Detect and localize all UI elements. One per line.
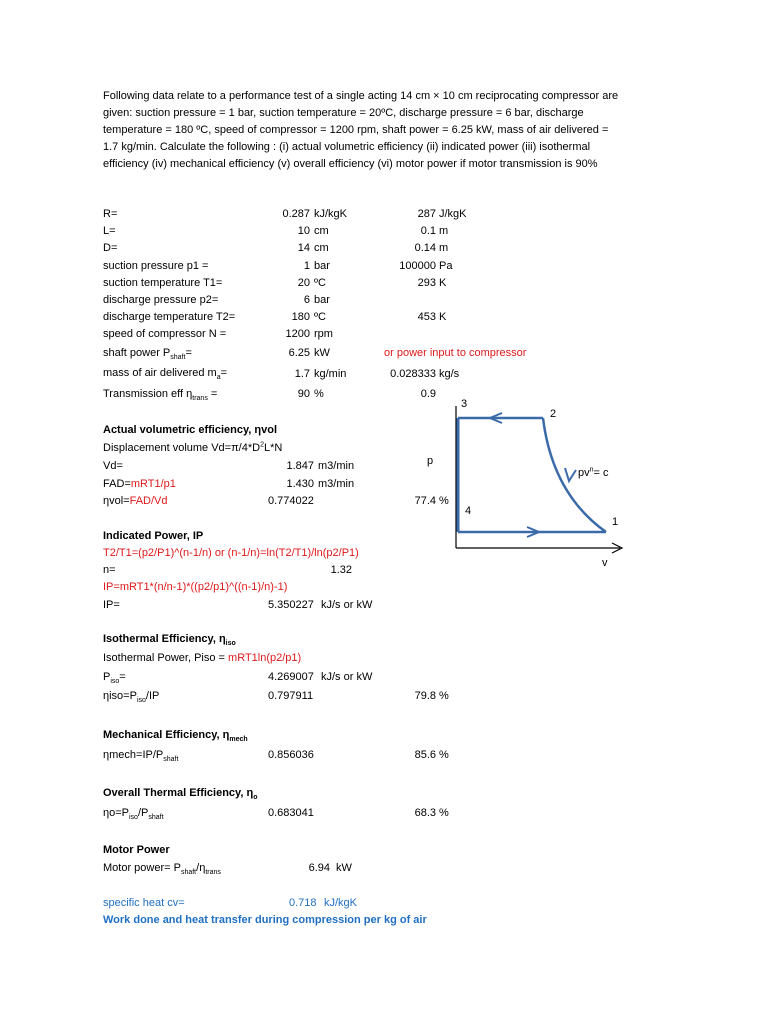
shaft-power-value: 6.25 xyxy=(288,347,310,359)
fad-unit: m3/min xyxy=(318,478,355,490)
mass-air-label: mass of air delivered $m_a=$ xyxy=(103,367,228,382)
row-label: R= xyxy=(103,208,118,220)
row-value2: 0.14 xyxy=(414,242,436,254)
section-heading: Motor Power xyxy=(103,844,170,856)
row-label: D= xyxy=(103,242,118,254)
work-heat-heading: Work done and heat transfer during compression per kg of air xyxy=(103,914,427,926)
v-axis-label: v xyxy=(602,557,608,569)
displacement-formula: Displacement volume $Vd=\pi/4*D^2L*N$ xyxy=(103,441,283,454)
section-heading: Indicated Power, IP xyxy=(103,530,204,542)
point-2-label: 2 xyxy=(550,408,557,420)
polytropic-curve-label: $pv^n= c$ xyxy=(578,466,609,479)
ip-value: 5.350227 xyxy=(268,599,314,611)
specific-heat-value: 0.718 xyxy=(289,897,317,909)
shaft-power-note: or power input to compressor xyxy=(384,347,527,359)
eta-vol-percent: 77.4 xyxy=(414,495,436,507)
eta-o-label: $\eta o=P_{iso}/P_{shaft}$ xyxy=(103,807,164,822)
eta-iso-label: $\eta iso=P_{iso}/IP$ xyxy=(103,690,160,705)
motor-power-unit: kW xyxy=(336,862,352,874)
p-axis-label: p xyxy=(427,455,434,467)
row-label: discharge temperature T2= xyxy=(103,311,236,323)
vd-value: 1.847 xyxy=(286,460,314,472)
row-label: discharge pressure p2= xyxy=(103,294,219,306)
motor-power-value: 6.94 xyxy=(308,862,330,874)
mass-air-value: 1.7 xyxy=(294,368,310,380)
specific-heat-unit: kJ/kgK xyxy=(324,897,358,909)
eta-o-percent: 68.3 xyxy=(414,807,436,819)
fad-value: 1.430 xyxy=(286,478,314,490)
transmission-value2: 0.9 xyxy=(420,388,436,400)
percent-sign: % xyxy=(439,690,449,702)
row-value2: 287 xyxy=(417,208,436,220)
point-1-label: 1 xyxy=(612,516,619,528)
section-heading: Mechanical Efficiency, $\eta_{mech}$ xyxy=(103,729,248,744)
row-unit: ºC xyxy=(314,277,326,289)
mass-air-unit: kg/min xyxy=(314,368,347,380)
p-iso-unit: kJ/s or kW xyxy=(321,671,373,683)
transmission-label: Transmission eff $\eta_{trans}$ = xyxy=(103,388,218,403)
section-heading: Actual volumetric efficiency, ηvol xyxy=(103,424,278,436)
shaft-power-label: shaft power $P_{shaft}=$ xyxy=(103,347,192,362)
row-unit2: K xyxy=(439,311,447,323)
point-4-label: 4 xyxy=(465,505,472,517)
eta-o-value: 0.683041 xyxy=(268,807,314,819)
row-value2: 0.1 xyxy=(420,225,436,237)
row-unit: ºC xyxy=(314,311,326,323)
row-label: speed of compressor N = xyxy=(103,328,227,340)
row-unit2: m xyxy=(439,242,449,254)
row-unit: cm xyxy=(314,242,329,254)
eta-iso-value: 0.797911 xyxy=(268,690,314,702)
transmission-value: 90 xyxy=(297,388,310,400)
row-unit: rpm xyxy=(314,328,333,340)
eta-mech-label: $\eta mech=IP/P_{shaft}$ xyxy=(103,749,179,764)
row-unit: cm xyxy=(314,225,329,237)
mass-air-value2: 0.028333 xyxy=(390,368,436,380)
eta-mech-value: 0.856036 xyxy=(268,749,314,761)
row-value2: 100000 xyxy=(399,260,436,272)
point-3-label: 3 xyxy=(461,398,468,410)
eta-vol-label: ηvol=FAD/Vd xyxy=(103,495,168,507)
eta-vol-value: 0.774022 xyxy=(268,495,314,507)
row-value: 0.287 xyxy=(282,208,310,220)
row-value: 14 xyxy=(297,242,310,254)
polytropic-relation: T2/T1=(p2/P1)^(n-1/n) or (n-1/n)=ln(T2/T1)/ln(p2/P1) xyxy=(103,547,359,559)
isothermal-power-formula: Isothermal Power, Piso = mRT1ln(p2/p1) xyxy=(103,652,302,664)
ip-formula: IP=mRT1*(n/n-1)*((p2/p1)^((n-1)/n)-1) xyxy=(103,581,288,593)
fad-label: FAD=mRT1/p1 xyxy=(103,478,176,490)
percent-sign: % xyxy=(439,807,449,819)
motor-power-formula: Motor power= $P_{shaft}/\eta_{trans}$ xyxy=(103,862,221,877)
row-value: 10 xyxy=(297,225,310,237)
problem-statement: Following data relate to a performance test of a single acting 14 cm × 10 cm reciprocating compressor are given: suction pressure = 1 bar, suction temperature = 20ºC, discharge pressure = 6 bar, discharge temperature = 180 ºC, speed of compressor = 1200 rpm, shaft power = 6.25 kW, mass of air delivered = 1.7 kg/min. Calculate the following : (i) actual volumetric efficiency (ii) indicated power (iii) isothermal efficiency (iv) mechanical efficiency (v) overall efficiency (vi) motor power if motor transmission is 90% xyxy=(103,90,619,170)
transmission-unit: % xyxy=(314,388,324,400)
row-unit: bar xyxy=(314,294,330,306)
vd-label: Vd= xyxy=(103,460,123,472)
row-unit2: m xyxy=(439,225,449,237)
row-value: 6 xyxy=(303,294,310,306)
p-iso-label: $P_{iso}=$ xyxy=(103,671,126,686)
percent-sign: % xyxy=(439,495,449,507)
ip-unit: kJ/s or kW xyxy=(321,599,373,611)
section-heading: Overall Thermal Efficiency, $\eta_o$ xyxy=(103,787,258,802)
shaft-power-unit: kW xyxy=(314,347,330,359)
row-value2: 453 xyxy=(417,311,436,323)
row-unit: bar xyxy=(314,260,330,272)
row-label: suction pressure p1 = xyxy=(103,260,209,272)
row-value2: 293 xyxy=(417,277,436,289)
row-label: L= xyxy=(103,225,116,237)
eta-mech-percent: 85.6 xyxy=(414,749,436,761)
row-value: 20 xyxy=(297,277,310,289)
percent-sign: % xyxy=(439,749,449,761)
row-label: suction temperature T1= xyxy=(103,277,223,289)
eta-iso-percent: 79.8 xyxy=(414,690,436,702)
row-value: 1 xyxy=(303,260,310,272)
ip-label: IP= xyxy=(103,599,120,611)
row-unit2: Pa xyxy=(439,260,453,272)
row-unit: kJ/kgK xyxy=(314,208,348,220)
vd-unit: m3/min xyxy=(318,460,355,472)
n-label: n= xyxy=(103,564,116,576)
n-value: 1.32 xyxy=(330,564,352,576)
mass-air-unit2: kg/s xyxy=(439,368,460,380)
p-iso-value: 4.269007 xyxy=(268,671,314,683)
section-heading: Isothermal Efficiency, $\eta_{iso}$ xyxy=(103,633,236,648)
row-value: 1200 xyxy=(285,328,310,340)
row-unit2: J/kgK xyxy=(439,208,467,220)
row-unit2: K xyxy=(439,277,447,289)
arrow-up-curve-icon xyxy=(565,468,576,481)
row-value: 180 xyxy=(291,311,310,323)
specific-heat-label: specific heat cv= xyxy=(103,897,185,909)
